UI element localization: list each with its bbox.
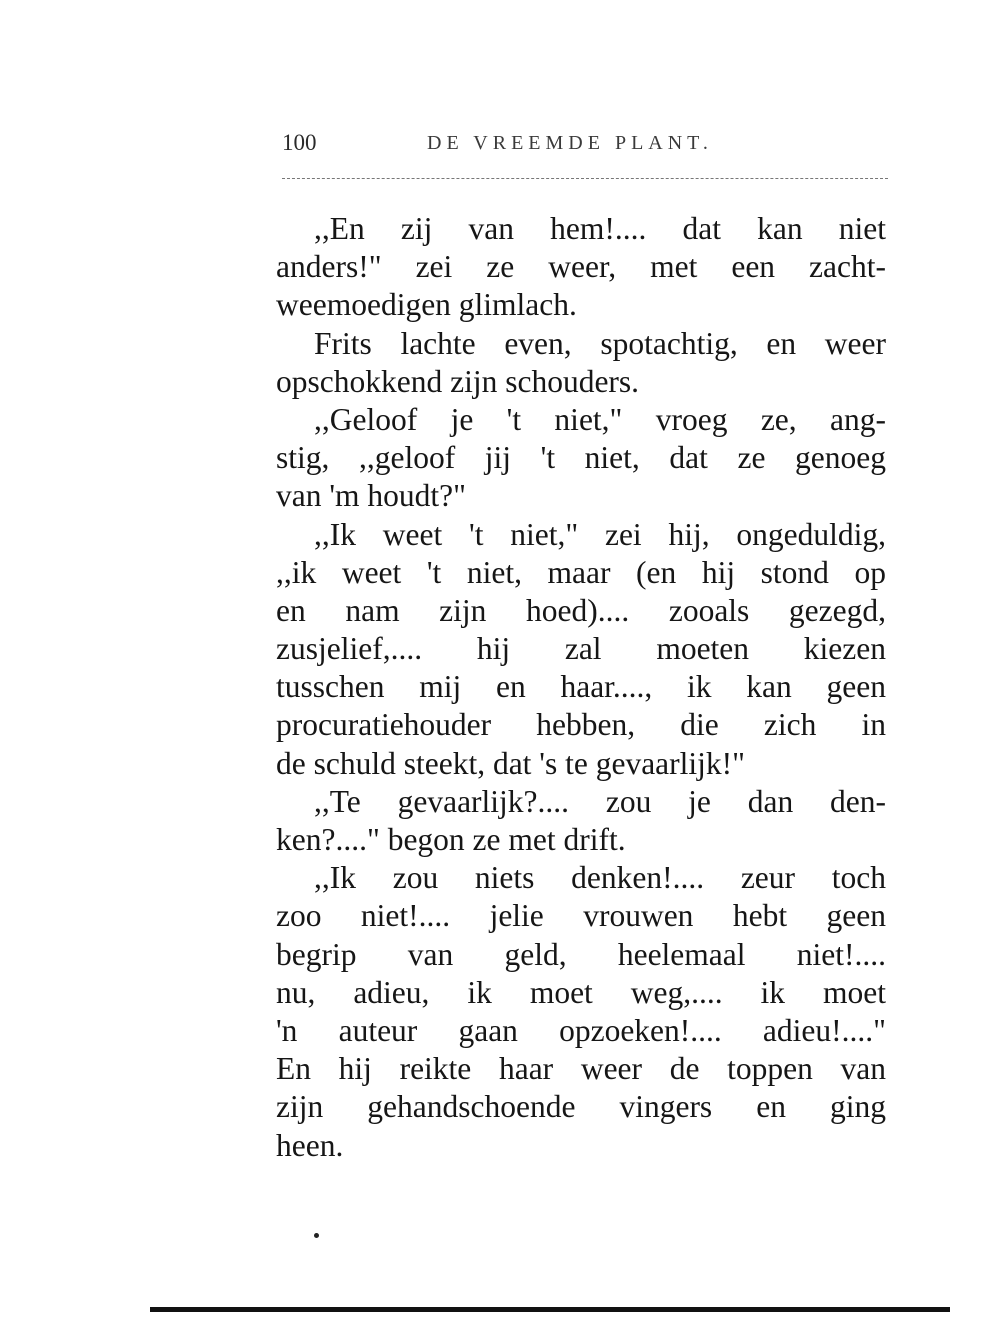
text-line: van 'm houdt?" [276, 478, 466, 514]
text-line: ,,Ik weet 't niet," zei hij, ongeduldig, [314, 516, 886, 552]
body-text [276, 210, 886, 1165]
header-rule [282, 178, 888, 179]
ink-speck [314, 1233, 319, 1238]
text-line: begrip van geld, heelemaal niet!.... [276, 936, 886, 972]
text-line: 'n auteur gaan opzoeken!.... adieu!...." [276, 1012, 886, 1048]
text-line: opschokkend zijn schouders. [276, 363, 640, 399]
text-line: zusjelief,.... hij zal moeten kiezen [276, 631, 886, 667]
text-line: anders!" zei ze weer, met een zacht- [276, 249, 886, 285]
page-header [282, 130, 888, 164]
bottom-rule [150, 1307, 950, 1312]
text-line: heen. [276, 1127, 344, 1163]
text-line: ,,En zij van hem!.... dat kan niet [314, 211, 886, 246]
text-line: stig, ,,geloof jij 't niet, dat ze genoeg [276, 440, 886, 476]
text-line: de schuld steekt, dat 's te gevaarlijk!" [276, 745, 746, 781]
text-line: En hij reikte haar weer de toppen van [276, 1051, 886, 1087]
text-line: en nam zijn hoed).... zooals gezegd, [276, 592, 886, 628]
text-line: ,,Ik zou niets denken!.... zeur toch [314, 860, 886, 896]
text-line: ken?...." begon ze met drift. [276, 822, 626, 857]
text-line: tusschen mij en haar...., ik kan geen [276, 669, 886, 705]
text-line: procuratiehouder hebben, die zich in [276, 707, 886, 743]
page-number: 100 [282, 130, 317, 155]
text-line: ,,Geloof je 't niet," vroeg ze, ang- [314, 401, 886, 437]
text-line: Frits lachte even, spotachtig, en weer [314, 325, 886, 361]
text-line: zoo niet!.... jelie vrouwen hebt geen [276, 898, 886, 934]
text-line: ,,ik weet 't niet, maar (en hij stond op [276, 554, 886, 590]
text-line: zijn gehandschoende vingers en ging [276, 1089, 886, 1125]
text-line: weemoedigen glimlach. [276, 287, 577, 323]
running-title: DE VREEMDE PLANT. [427, 132, 713, 154]
text-line: ,,Te gevaarlijk?.... zou je dan den- [314, 783, 886, 819]
text-line: nu, adieu, ik moet weg,.... ik moet [276, 974, 886, 1010]
